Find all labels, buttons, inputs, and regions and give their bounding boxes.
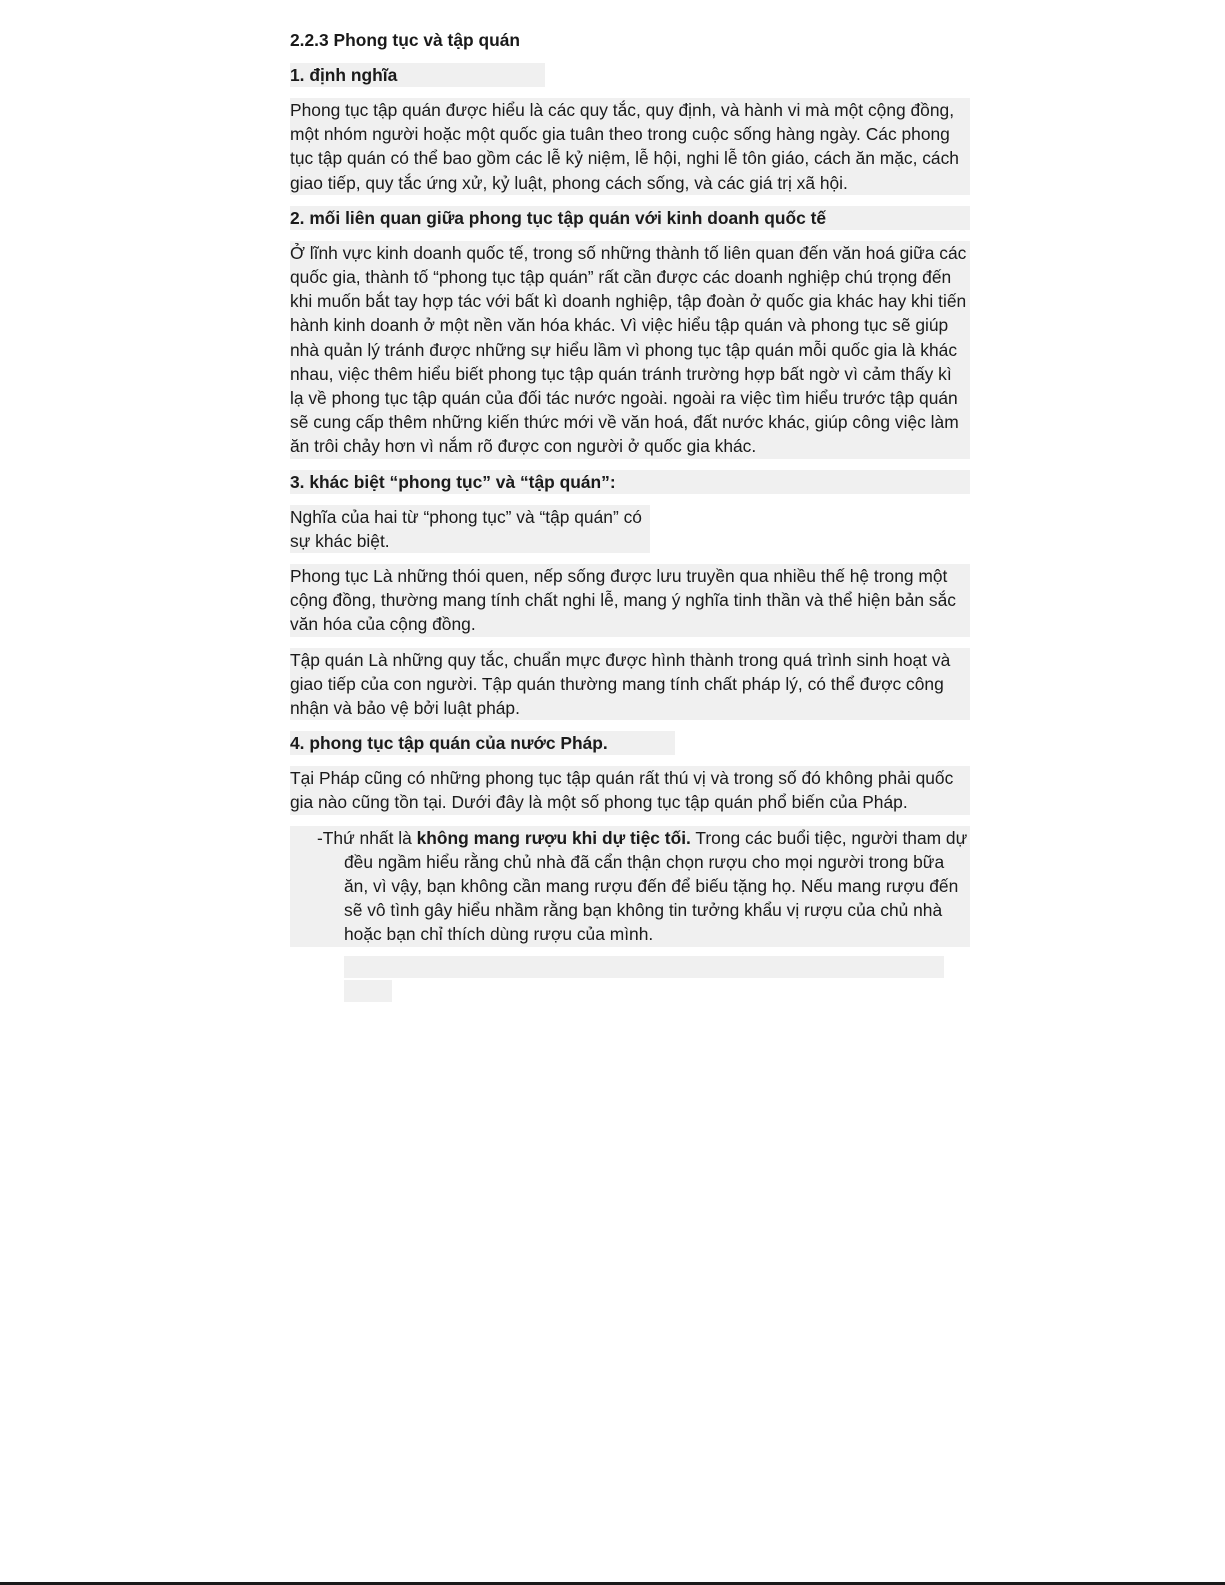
paragraph-relation-business: Ở lĩnh vực kinh doanh quốc tế, trong số những thành tố liên quan đến văn hoá giữa các quốc gia, thành tố “phong tục tập quán” rất cần được các doanh nghiệp chú trọng đến khi muốn bắt tay hợp tác với bất kì doanh nghiệp, tập đoàn ở quốc gia khác hay khi tiến hành kinh doanh ở một nền văn hóa khác. Vì việc hiểu tập quán và phong tục sẽ giúp nhà quản lý tránh được những sự hiểu lầm vì phong tục tập quán mỗi quốc gia là khác nhau, việc thêm hiểu biết phong tục tập quán tránh trường hợp bất ngờ vì cảm thấy kì lạ về phong tục tập quán của đối tác nước ngoài. ngoài ra việc tìm hiểu trước tập quán sẽ cung cấp thêm những kiến thức mới về văn hoá, đất nước khác, giúp công việc làm ăn trôi chảy hơn vì nắm rõ được con người ở quốc gia khác. [290,241,970,459]
document-page [290,28,970,1002]
paragraph-difference-intro: Nghĩa của hai từ “phong tục” và “tập quán” có sự khác biệt. [290,505,650,553]
paragraph-tap-quan: Tập quán Là những quy tắc, chuẩn mực được hình thành trong quá trình sinh hoạt và giao tiếp của con người. Tập quán thường mang tính chất pháp lý, có thể được công nhận và bảo vệ bởi luật pháp. [290,648,970,721]
bullet-prefix: -Thứ nhất là [317,827,417,848]
list-item-no-wine [290,826,970,947]
paragraph-phong-tuc: Phong tục Là những thói quen, nếp sống được lưu truyền qua nhiều thế hệ trong một cộng đồng, thường mang tính chất nghi lễ, mang ý nghĩa tinh thần và thể hiện bản sắc văn hóa của cộng đồng. [290,564,970,637]
paragraph-definition: Phong tục tập quán được hiểu là các quy tắc, quy định, và hành vi mà một cộng đồng, một nhóm người hoặc một quốc gia tuân theo trong cuộc sống hàng ngày. Các phong tục tập quán có thể bao gồm các lễ kỷ niệm, lễ hội, nghi lễ tôn giáo, cách ăn mặc, cách giao tiếp, quy tắc ứng xử, kỷ luật, phong cách sống, và các giá trị xã hội. [290,98,970,195]
section-title: 2.2.3 Phong tục và tập quán [290,30,520,50]
heading-definition: 1. định nghĩa [290,63,545,87]
heading-france-customs: 4. phong tục tập quán của nước Pháp. [290,731,675,755]
heading-difference: 3. khác biệt “phong tục” và “tập quán”: [290,470,970,494]
bullet-rest-text: Trong các buổi tiệc, người tham dự đều ngầm hiểu rằng chủ nhà đã cẩn thận chọn rượu cho mọi người trong bữa ăn, vì vậy, bạn không cần mang rượu đến để biếu tặng họ. Nếu mang rượu đến sẽ vô tình gây hiểu nhầm rằng bạn không tin tưởng khẩu vị rượu của chủ nhà hoặc bạn chỉ thích dùng rượu của mình. [344,827,968,945]
bullet-bold-text: không mang rượu khi dự tiệc tối. [416,827,691,848]
heading-relation-business: 2. mối liên quan giữa phong tục tập quán với kinh doanh quốc tế [290,206,970,230]
empty-line-shade [344,956,944,978]
empty-line-shade [344,980,392,1002]
paragraph-france-intro: Tại Pháp cũng có những phong tục tập quán rất thú vị và trong số đó không phải quốc gia nào cũng tồn tại. Dưới đây là một số phong tục tập quán phổ biến của Pháp. [290,766,970,814]
